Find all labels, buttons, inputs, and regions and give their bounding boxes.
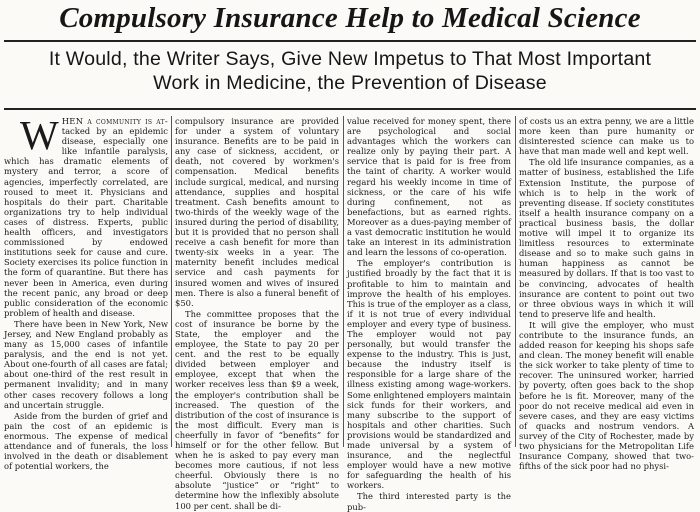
paragraph: Aside from the burden of grief and pain the cost of an epidemic is enormous. The expense of medical attendance and of funerals, the loss involved in the death or disablement of potential workers, the [4,410,168,472]
column-divider [343,116,344,447]
paragraph: The committee proposes that the cost of insurance be borne by the State, the employer and the employee, the State to pay 20 per cent. and the rest to be equally divided between employer and employee, except that when the worker receives less than $9 a week, the employer's contribution shall be increased. The question of the distribution of the cost of insurance is the most difficult. Every man is cheerfully in favor of “benefits” for himself or for the other fellow. But when he is asked to pay every man becomes more cautious, if not less cheerful. Obviously there is no absolute “justice” or “right” to determine how the inflexibly absolute 100 per cent. shall be di- [175,308,339,511]
paragraph: The third interested party is the pub- [347,491,511,512]
paragraph: It will give the employer, who must contribute to the insurance funds, an added reason for keeping his shops safe and clean. The money benefit will enable the sick worker to take plenty of time to recover. The uninsured worker, harried by poverty, often goes back to the shop before he is fit. Moreover, many of the poor do not receive medical aid even in severe cases, and they are easy victims of quacks and nostrum vendors. A survey of the City of Rochester, made by two physicians for the Metropolitan Life Insurance Company, showed that two-fifths of the sick poor had no physi- [519,319,694,472]
paragraph: value received for money spent, there are psychological and social advantages which the workers can realize only by paying their part. A service that is paid for is free from the taint of charity. A worker would regard his weekly income in time of sickness, or the care of his wife during confinement, not as benefactions, but as earned rights. Moreover as a dues-paying member of a vast democratic institution he would take an interest in its administration and learn the lessons of co-operation. [347,116,511,258]
column-3 [347,116,511,512]
column-divider [515,116,516,447]
subhead-rule [4,108,696,110]
headline: Compulsory Insurance Help to Medical Science [59,2,641,34]
headline-rule [4,40,696,42]
column-divider [171,116,172,447]
subheadline: It Would, the Writer Says, Give New Impetus to That Most Important Work in Medicine, the Prevention of Disease [48,48,652,94]
column-2 [175,116,339,511]
lead-paragraph [4,112,168,318]
paragraph: of costs us an extra penny, we are a little more keen than pure humanity or disinterested science can make us to have that man made well and kept well. [519,116,694,157]
column-1 [4,112,168,472]
paragraph-text: tacked by an epidemic disease, especially one like infantile paralysis, which has dramatic elements of mystery and terror, a score of agencies, imperfectly correlated, are roused to meet it. Physicians and hospitals do their part. Charitable organizations try to help individual cases of distress. Experts, public health officers, and investigators commissioned by endowed institutions seek for cause and cure. Society exercises its police function in the form of quarantine. But there has never been in America, even during the recent panic, any broad or deep public consideration of the economic problem of health and disease. [4,126,168,318]
lead-caps: HEN a community is at- [61,116,168,126]
drop-cap: W [20,112,59,158]
column-4 [519,116,694,472]
paragraph: The old life insurance companies, as a matter of business, established the Life Extension Institute, the purpose of which is to help in the work of preventing disease. If society constitutes itself a health insurance company on a practical business basis, the dollar motive will impel it to organize its limitless resources to exterminate disease and so to make such gains in human happiness as cannot be measured by dollars. If that is too vast to be convincing, advocates of health insurance are content to point out two or three obvious ways in which it will tend to preserve life and health. [519,157,694,319]
paragraph: There have been in New York, New Jersey, and New England probably as many as 15,000 cases of infantile paralysis, and the end is not yet. About one-fourth of all cases are fatal; about one-third of the rest result in permanent invalidity; and in many other cases recovery follows a long and uncertain struggle. [4,318,168,410]
paragraph: The employer's contribution is justified broadly by the fact that it is profitable to him to maintain and improve the health of his employes. This is true of the employer as a class, if it is not true of every individual employer and every type of business. The employer would not pay personally, but would transfer the expense to the industry. This is just, because the industry itself is responsible for a large share of the illness existing among wage-workers. Some enlightened employers maintain sick funds for their workers, and many subscribe to the support of hospitals and other charities. Such provisions would be standardized and made universal by a system of insurance, and the neglectful employer would have a new motive for safeguarding the health of his workers. [347,258,511,491]
paragraph: compulsory insurance are provided for under a system of voluntary insurance. Benefits are to be paid in any case of sickness, accident, or death, not covered by workmen's compensation. Medical benefits include surgical, medical, and nursing attendance, supplies and hospital treatment. Cash benefits amount to two-thirds of the weekly wage of the insured during the period of disability, but it is provided that no person shall receive a cash benefit for more than twenty-six weeks in a year. The maternity benefit includes medical service and cash payments for insured women and wives of insured men. There is also a funeral benefit of $50. [175,116,339,308]
